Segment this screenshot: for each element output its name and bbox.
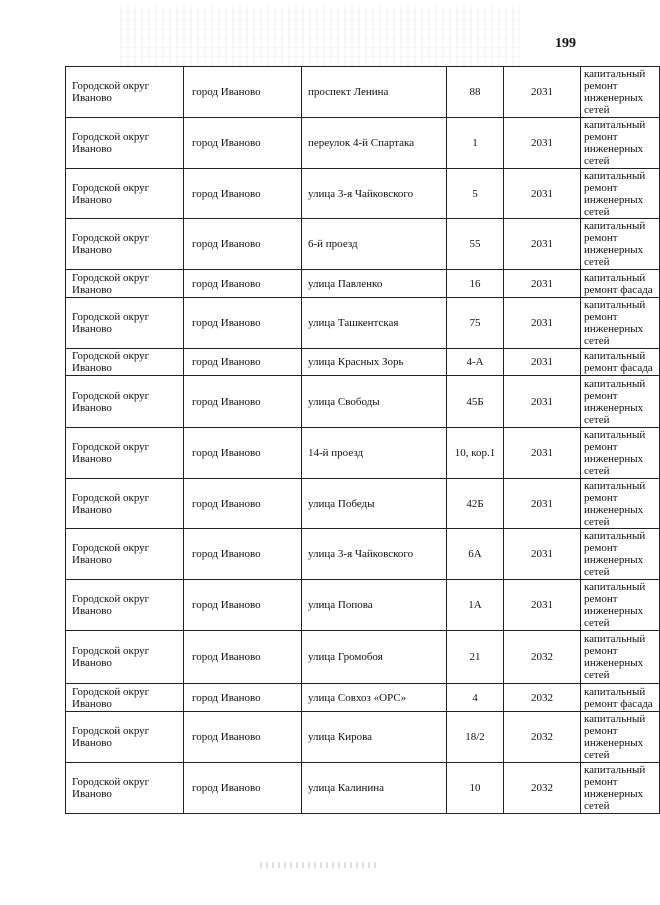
year-cell: 2032	[504, 631, 581, 684]
city-cell: город Иваново	[184, 219, 302, 270]
table-row	[66, 712, 660, 763]
street-cell: 6-й проезд	[302, 219, 447, 270]
city-cell: город Иваново	[184, 118, 302, 169]
year-cell: 2031	[504, 529, 581, 580]
municipality-cell: Городской округ Иваново	[66, 763, 184, 814]
table-row	[66, 763, 660, 814]
year-cell: 2032	[504, 684, 581, 712]
street-cell: улица Свободы	[302, 376, 447, 428]
work-type-cell: капитальный ремонт инженерных сетей	[581, 529, 660, 580]
table-row	[66, 349, 660, 376]
street-cell: 14-й проезд	[302, 428, 447, 479]
house-number-cell: 1	[447, 118, 504, 169]
municipality-cell: Городской округ Иваново	[66, 67, 184, 118]
municipality-cell: Городской округ Иваново	[66, 428, 184, 479]
table-row	[66, 376, 660, 428]
table-row	[66, 684, 660, 712]
street-cell: улица Громобоя	[302, 631, 447, 684]
house-number-cell: 5	[447, 169, 504, 219]
house-number-cell: 10	[447, 763, 504, 814]
street-cell: улица Калинина	[302, 763, 447, 814]
table-row	[66, 631, 660, 684]
table-row	[66, 67, 660, 118]
year-cell: 2031	[504, 67, 581, 118]
work-type-cell: капитальный ремонт инженерных сетей	[581, 763, 660, 814]
year-cell: 2032	[504, 712, 581, 763]
scan-footer-smudge	[260, 862, 380, 868]
work-type-cell: капитальный ремонт инженерных сетей	[581, 376, 660, 428]
city-cell: город Иваново	[184, 631, 302, 684]
work-type-cell: капитальный ремонт инженерных сетей	[581, 67, 660, 118]
city-cell: город Иваново	[184, 349, 302, 376]
house-number-cell: 45Б	[447, 376, 504, 428]
work-type-cell: капитальный ремонт фасада	[581, 270, 660, 298]
street-cell: проспект Ленина	[302, 67, 447, 118]
table-body	[66, 67, 660, 814]
house-number-cell: 55	[447, 219, 504, 270]
street-cell: улица Победы	[302, 479, 447, 529]
year-cell: 2031	[504, 349, 581, 376]
house-number-cell: 18/2	[447, 712, 504, 763]
work-type-cell: капитальный ремонт инженерных сетей	[581, 712, 660, 763]
street-cell: улица Ташкентская	[302, 298, 447, 349]
year-cell: 2031	[504, 219, 581, 270]
city-cell: город Иваново	[184, 763, 302, 814]
work-type-cell: капитальный ремонт инженерных сетей	[581, 169, 660, 219]
page-number: 199	[555, 36, 576, 51]
table-row	[66, 479, 660, 529]
house-number-cell: 10, кор.1	[447, 428, 504, 479]
works-table	[65, 66, 660, 814]
work-type-cell: капитальный ремонт инженерных сетей	[581, 298, 660, 349]
house-number-cell: 4	[447, 684, 504, 712]
table-row	[66, 118, 660, 169]
year-cell: 2031	[504, 270, 581, 298]
street-cell: улица Кирова	[302, 712, 447, 763]
municipality-cell: Городской округ Иваново	[66, 529, 184, 580]
municipality-cell: Городской округ Иваново	[66, 580, 184, 631]
house-number-cell: 6А	[447, 529, 504, 580]
year-cell: 2031	[504, 428, 581, 479]
table-row	[66, 529, 660, 580]
city-cell: город Иваново	[184, 270, 302, 298]
year-cell: 2032	[504, 763, 581, 814]
work-type-cell: капитальный ремонт инженерных сетей	[581, 118, 660, 169]
work-type-cell: капитальный ремонт инженерных сетей	[581, 631, 660, 684]
year-cell: 2031	[504, 376, 581, 428]
house-number-cell: 1А	[447, 580, 504, 631]
city-cell: город Иваново	[184, 428, 302, 479]
municipality-cell: Городской округ Иваново	[66, 118, 184, 169]
street-cell: улица 3-я Чайковского	[302, 529, 447, 580]
city-cell: город Иваново	[184, 712, 302, 763]
table-row	[66, 298, 660, 349]
year-cell: 2031	[504, 580, 581, 631]
house-number-cell: 88	[447, 67, 504, 118]
house-number-cell: 16	[447, 270, 504, 298]
municipality-cell: Городской округ Иваново	[66, 219, 184, 270]
street-cell: улица Совхоз «ОРС»	[302, 684, 447, 712]
city-cell: город Иваново	[184, 169, 302, 219]
city-cell: город Иваново	[184, 580, 302, 631]
street-cell: улица Красных Зорь	[302, 349, 447, 376]
work-type-cell: капитальный ремонт инженерных сетей	[581, 428, 660, 479]
street-cell: улица 3-я Чайковского	[302, 169, 447, 219]
house-number-cell: 42Б	[447, 479, 504, 529]
municipality-cell: Городской округ Иваново	[66, 631, 184, 684]
work-type-cell: капитальный ремонт инженерных сетей	[581, 580, 660, 631]
municipality-cell: Городской округ Иваново	[66, 349, 184, 376]
municipality-cell: Городской округ Иваново	[66, 479, 184, 529]
work-type-cell: капитальный ремонт фасада	[581, 684, 660, 712]
scan-header-noise	[120, 6, 520, 66]
work-type-cell: капитальный ремонт фасада	[581, 349, 660, 376]
house-number-cell: 21	[447, 631, 504, 684]
street-cell: переулок 4-й Спартака	[302, 118, 447, 169]
city-cell: город Иваново	[184, 298, 302, 349]
work-type-cell: капитальный ремонт инженерных сетей	[581, 219, 660, 270]
table-row	[66, 428, 660, 479]
work-type-cell: капитальный ремонт инженерных сетей	[581, 479, 660, 529]
table-row	[66, 219, 660, 270]
house-number-cell: 4-А	[447, 349, 504, 376]
municipality-cell: Городской округ Иваново	[66, 376, 184, 428]
year-cell: 2031	[504, 298, 581, 349]
municipality-cell: Городской округ Иваново	[66, 298, 184, 349]
house-number-cell: 75	[447, 298, 504, 349]
table-row	[66, 580, 660, 631]
year-cell: 2031	[504, 118, 581, 169]
table-row	[66, 169, 660, 219]
city-cell: город Иваново	[184, 67, 302, 118]
year-cell: 2031	[504, 169, 581, 219]
municipality-cell: Городской округ Иваново	[66, 712, 184, 763]
street-cell: улица Павленко	[302, 270, 447, 298]
street-cell: улица Попова	[302, 580, 447, 631]
city-cell: город Иваново	[184, 376, 302, 428]
city-cell: город Иваново	[184, 684, 302, 712]
municipality-cell: Городской округ Иваново	[66, 684, 184, 712]
municipality-cell: Городской округ Иваново	[66, 270, 184, 298]
city-cell: город Иваново	[184, 479, 302, 529]
city-cell: город Иваново	[184, 529, 302, 580]
table-row	[66, 270, 660, 298]
municipality-cell: Городской округ Иваново	[66, 169, 184, 219]
year-cell: 2031	[504, 479, 581, 529]
